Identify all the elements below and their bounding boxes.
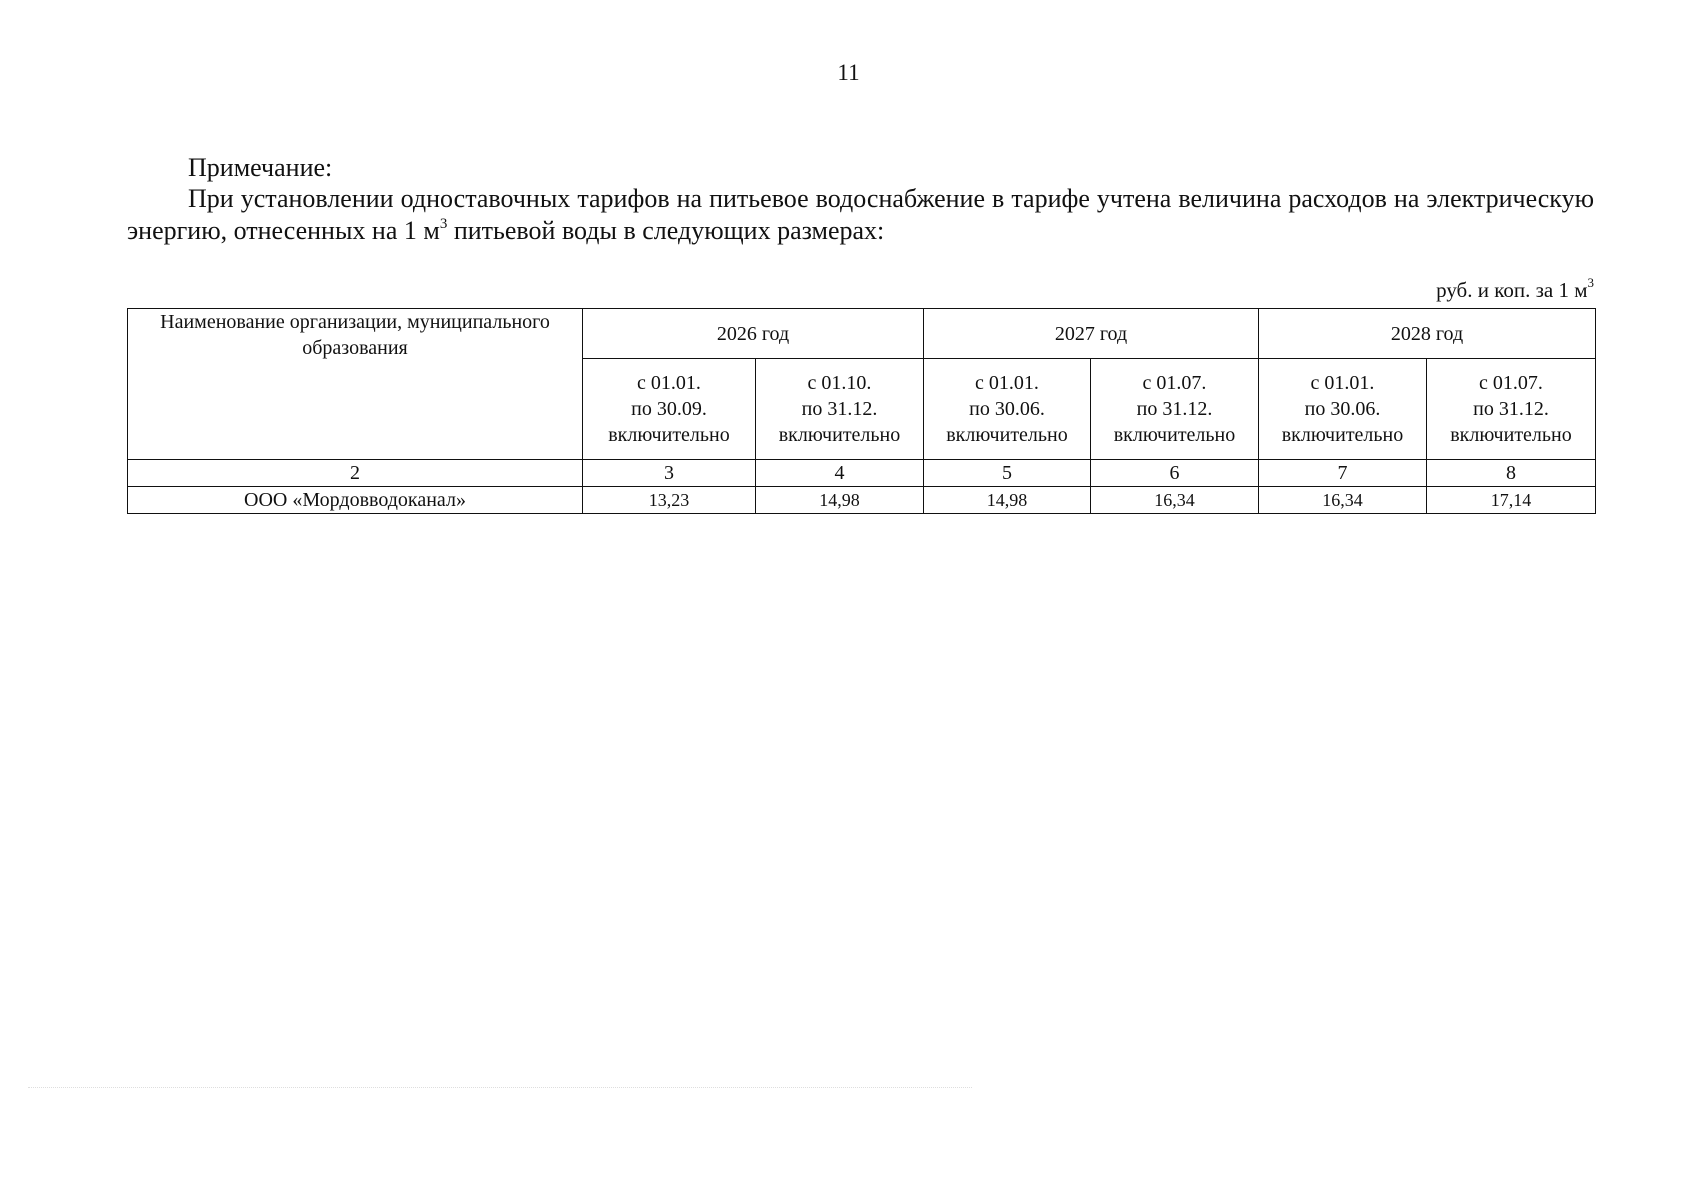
year-header: 2026 год xyxy=(583,309,924,359)
period-inclusive: включительно xyxy=(1113,424,1236,446)
period-from: с 01.01. xyxy=(975,372,1039,394)
tariff-value: 13,23 xyxy=(583,487,756,514)
name-column-header: Наименование организации, муниципального образования xyxy=(128,309,583,460)
period-from: с 01.01. xyxy=(1310,372,1375,394)
period-from: с 01.01. xyxy=(637,372,701,394)
note-text-end: питьевой воды в следующих размерах: xyxy=(447,216,885,245)
note-text-start: При установлении одноставочных тарифов на питьевое водоснабжение в тарифе учтена величина расходов на электрическую энергию, отнесенных на 1 м xyxy=(127,184,1594,245)
note-paragraph xyxy=(127,183,1594,247)
scan-artifact-line xyxy=(28,1087,972,1088)
period-header xyxy=(583,359,756,460)
period-to: по 31.12. xyxy=(1136,398,1213,420)
period-inclusive: включительно xyxy=(1281,424,1404,446)
period-to: по 30.09. xyxy=(631,398,707,420)
period-inclusive: включительно xyxy=(608,424,730,446)
tariff-value: 14,98 xyxy=(924,487,1091,514)
organization-name: ООО «Мордовводоканал» xyxy=(128,487,583,514)
year-header: 2027 год xyxy=(924,309,1259,359)
period-header xyxy=(1259,359,1427,460)
period-to: по 30.06. xyxy=(969,398,1045,420)
units-text: руб. и коп. за 1 м xyxy=(1436,278,1588,302)
column-number-row xyxy=(128,460,1596,487)
column-number: 5 xyxy=(924,460,1091,487)
period-to: по 31.12. xyxy=(1473,398,1549,420)
units-superscript: 3 xyxy=(1587,275,1594,290)
tariff-value: 17,14 xyxy=(1427,487,1596,514)
period-from: с 01.07. xyxy=(1142,372,1207,394)
tariff-value: 16,34 xyxy=(1259,487,1427,514)
column-number: 3 xyxy=(583,460,756,487)
column-number: 8 xyxy=(1427,460,1596,487)
units-label xyxy=(1300,275,1594,303)
cubic-superscript: 3 xyxy=(439,216,448,232)
period-header xyxy=(924,359,1091,460)
header-row-years xyxy=(128,309,1596,359)
period-inclusive: включительно xyxy=(946,424,1068,446)
column-number: 4 xyxy=(756,460,924,487)
year-header: 2028 год xyxy=(1259,309,1596,359)
column-number: 7 xyxy=(1259,460,1427,487)
period-inclusive: включительно xyxy=(1450,424,1572,446)
period-header xyxy=(1091,359,1259,460)
period-from: с 01.07. xyxy=(1479,372,1543,394)
page-number: 11 xyxy=(837,60,860,85)
tariff-table xyxy=(127,308,1596,514)
period-to: по 30.06. xyxy=(1304,398,1381,420)
tariff-value: 16,34 xyxy=(1091,487,1259,514)
table-row xyxy=(128,487,1596,514)
note-heading: Примечание: xyxy=(188,153,333,182)
period-header xyxy=(756,359,924,460)
period-inclusive: включительно xyxy=(778,424,901,446)
column-number: 2 xyxy=(128,460,583,487)
column-number: 6 xyxy=(1091,460,1259,487)
period-from: с 01.10. xyxy=(807,372,872,394)
period-to: по 31.12. xyxy=(801,398,878,420)
tariff-value: 14,98 xyxy=(756,487,924,514)
period-header xyxy=(1427,359,1596,460)
